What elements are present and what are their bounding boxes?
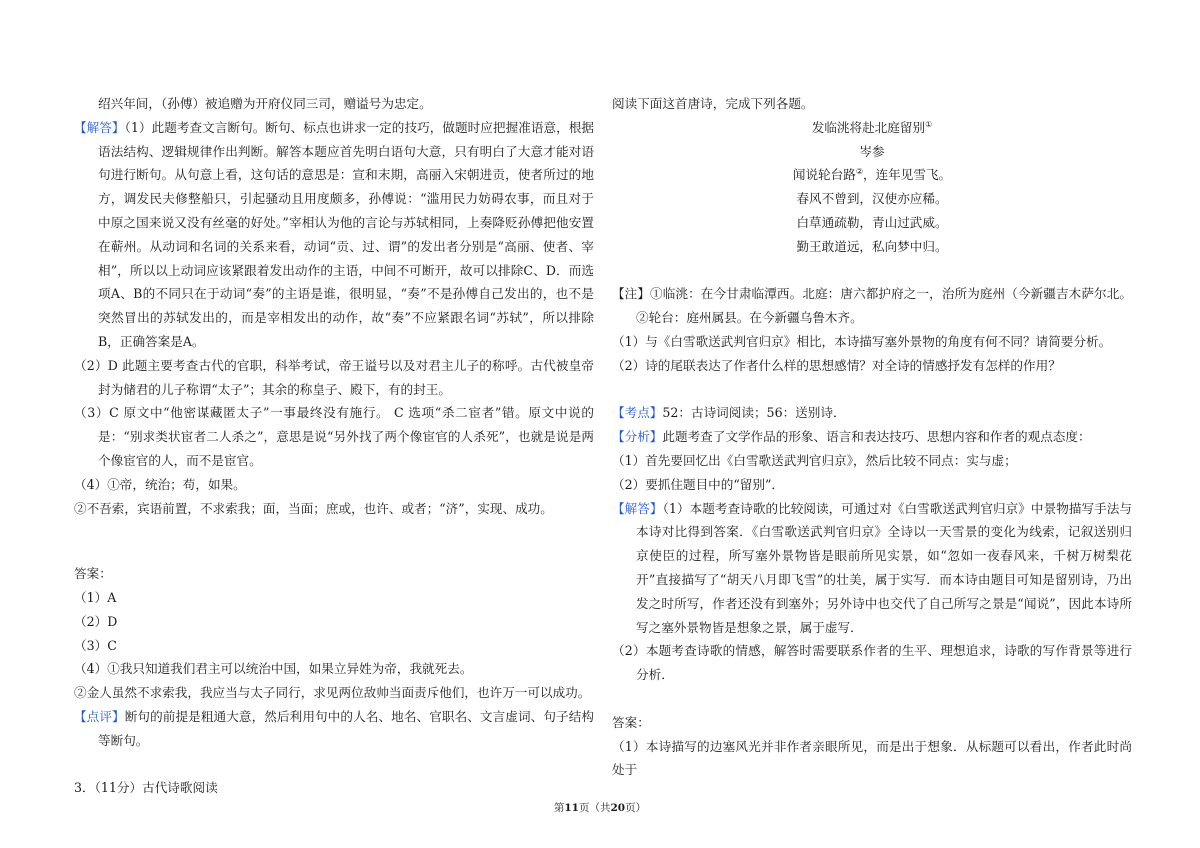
answer-explanation-4: （4）①帝，统治；苟，如果。 (74, 476, 246, 492)
answer-1: （1）A (74, 589, 117, 605)
answer-explanation-3: （3）C 原文中“他密谋藏匿太子”一事最终没有施行。 C 选项“杀二宦者”错。原文中说的是：“别求类状宦者二人杀之”，意思是说“另外找了两个像宦官的人杀死”，也就是说是两个像宦官的人，而不是宦官。 (74, 405, 594, 468)
sub-question-2: （2）诗的尾联表达了作者什么样的思想感情？对全诗的情感抒发有怎样的作用？ (612, 357, 1061, 373)
poem-line: 春风不曾到，汉使亦应稀。 (796, 191, 948, 207)
reading-instruction: 阅读下面这首唐诗，完成下列各题。 (612, 96, 814, 111)
page-footer: 第11页（共20页） (553, 802, 647, 814)
answer-4: （4）①我只知道我们君主可以统治中国，如果立异姓为帝，我就死去。 (74, 661, 473, 677)
spacer (612, 378, 1132, 402)
exam-point: 【考点】52：古诗词阅读；56：送别诗． (612, 405, 846, 421)
analysis-point-2: （2）要抓住题目中的“留别”． (612, 476, 785, 492)
question-3-heading: 3．（11分）古代诗歌阅读 (74, 780, 218, 796)
poem-line: 白草通疏勒，青山过武威。 (796, 214, 948, 230)
poem-notes: 【注】①临洮：在今甘肃临潭西。北庭：唐六都护府之一，治所为庭州（今新疆吉木萨尔北。②轮台：庭州属县。在今新疆乌鲁木齐。 (612, 286, 1132, 326)
answer-tag: 【解答】 (612, 500, 663, 516)
footnote-marker: ① (925, 119, 933, 129)
analysis: 【分析】此题考查了文学作品的形象、语言和表达技巧、思想内容和作者的观点态度： (612, 429, 1091, 445)
answer-tag: 【解答】 (74, 119, 125, 135)
answer-explanation-2: （2）D 此题主要考查古代的官职，科举考试，帝王谥号以及对君主儿子的称呼。古代被皇帝封为储君的儿子称谓“太子”；其余的称皇子、殿下，有的封王。 (74, 357, 594, 397)
comment: 【点评】断句的前提是粗通大意，然后利用句中的人名、地名、官职名、文言虚词、句子结构等断句。 (74, 708, 595, 748)
answer-explanation-2: （2）本题考查诗歌的情感，解答时需要联系作者的生平、理想追求，诗歌的写作背景等进行分析． (612, 643, 1132, 683)
spacer (612, 687, 1132, 711)
poem-title: 发临洮将赴北庭留别① (811, 119, 933, 135)
spacer (612, 259, 1132, 283)
answer-label: 答案： (612, 714, 650, 730)
paragraph-sun-fu-honor: 绍兴年间，（孙傅）被追赠为开府仪同三司，赠谥号为忠定。 (98, 96, 432, 111)
left-column (74, 92, 594, 800)
poem-line: 闻说轮台路②，连年见雪飞。 (792, 167, 952, 183)
poem-author: 岑参 (859, 143, 885, 159)
current-page-number: 11 (564, 802, 579, 814)
poem-line: 勤王敢道远，私向梦中归。 (796, 238, 948, 254)
answer-label: 答案： (74, 566, 112, 582)
exam-point-tag: 【考点】 (612, 405, 663, 421)
answer-explanation-1: 【解答】（1）此题考查文言断句。断句、标点也讲求一定的技巧，做题时应把握准语意，根据语法结构、逻辑规律作出判断。解答本题应首先明白语句大意，只有明白了大意才能对语句进行断句。从句意上看，这句话的意思是：宣和末期，高丽入宋朝进贡，使者所过的地方，调发民夫修整船只，引起骚动且用度颇多，孙傅说：“滥用民力妨碍农事，而且对于中原之国来说又没有丝毫的好处。”宰相认为他的言论与苏轼相同，上奏降贬孙傅把他安置在蕲州。从动词和名词的关系来看，动词“贡、过、谓”的发出者分别是“高丽、使者、宰相”，所以以上动词应该紧跟着发出动作的主语，中间不可断开，故可以排除C、D．而选项A、B的不同只在于动词“奏”的主语是谁，很明显，“奏”不是孙傅自己发出的，也不是突然冒出的苏轼发出的，而是宰相发出的动作，故“奏”不应紧跟名词“苏轼”，所以排除B，正确答案是A。 (74, 119, 595, 349)
analysis-tag: 【分析】 (612, 429, 663, 445)
answer-explanation-1: 【解答】（1）本题考查诗歌的比较阅读，可通过对《白雪歌送武判官归京》中景物描写手法与本诗对比得到答案．《白雪歌送武判官归京》全诗以一天雪景的变化为线索，记叙送别归京使臣的过程，所写塞外景物皆是眼前所见实景，如“忽如一夜春风来，千树万树梨花开”直接描写了“胡天八月即飞雪”的壮美，属于实写．而本诗由题目可知是留别诗，乃出发之时所写，作者还没有到塞外；另外诗中也交代了自己所写之景是“闻说”，因此本诗所写之塞外景物皆是想象之景，属于虚写． (612, 500, 1133, 635)
answer-2: （2）D (74, 613, 118, 629)
answer-5: ②金人虽然不求索我，我应当与太子同行，求见两位敌帅当面责斥他们，也许万一可以成功。 (74, 685, 591, 701)
spacer (74, 544, 594, 562)
total-page-number: 20 (610, 802, 626, 814)
spacer (74, 753, 594, 777)
answer-explanation-5: ②不吾索，宾语前置，不求索我；面，当面；庶或，也许、或者；“济”，实现、成功。 (74, 500, 553, 516)
footnote-marker: ② (855, 167, 863, 177)
right-column (612, 92, 1132, 782)
sub-question-1: （1）与《白雪歌送武判官归京》相比，本诗描写塞外景物的角度有何不同？请简要分析。 (612, 333, 1112, 349)
answer-1: （1）本诗描写的边塞风光并非作者亲眼所见，而是出于想象．从标题可以看出，作者此时尚处于 (612, 738, 1132, 778)
answer-3: （3）C (74, 637, 117, 653)
comment-tag: 【点评】 (74, 708, 125, 724)
spacer (74, 520, 594, 544)
analysis-point-1: （1）首先要回忆出《白雪歌送武判官归京》，然后比较不同点：实与虚； (612, 452, 1017, 468)
